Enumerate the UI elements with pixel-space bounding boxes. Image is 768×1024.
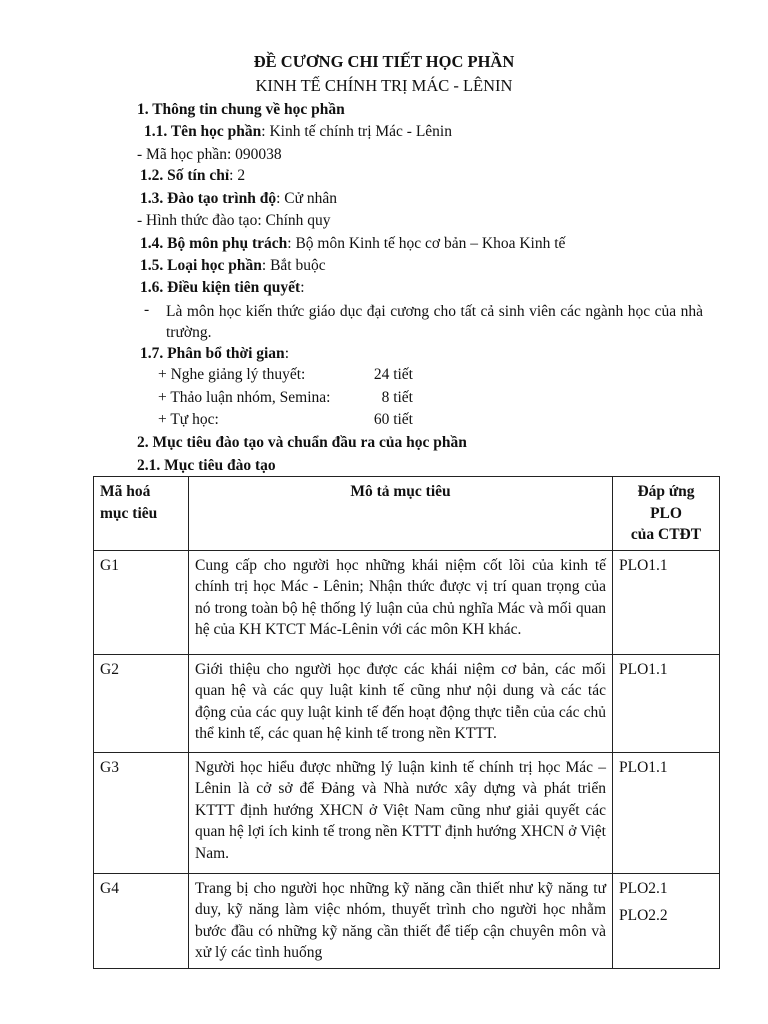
plo-column-header: Đáp ứng PLO của CTĐT [613,477,720,551]
time-item [0,389,413,411]
time-item [0,366,413,388]
objective-description: Người học hiểu được những lý luận kinh tế chính trị học Mác – Lênin là cở sở để Đảng và Nhà nước xây dựng và phát triển KTTT định hướng XHCN ở Việt Nam cũng như giải quyết các quan hệ lợi ích kinh tế trong nền KTTT định hướng XHCN ở Việt Nam. [189,752,613,873]
department-label: 1.4. Bộ môn phụ trách [140,235,288,252]
time-allocation-label: 1.7. Phân bổ thời gian [140,345,285,362]
prerequisite-line: 1.6. Điều kiện tiên quyết: [140,279,305,296]
objective-plo: PLO2.1 PLO2.2 [613,873,720,968]
prerequisite-text: Là môn học kiến thức giáo dục đại cương cho tất cả sinh viên các ngành học của nhà trường. [166,303,703,341]
section-2-1-heading: 2.1. Mục tiêu đào tạo [137,457,276,474]
time-item-label: + Tự học: [158,411,219,428]
course-code-line: - Mã học phần: 090038 [137,146,282,163]
objective-description: Giới thiệu cho người học được các khái niệm cơ bản, các mối quan hệ và các quy luật kinh tế cũng như nội dung và các tác động của các quy luật kinh tế đến hoạt động thực tiễn của các chủ thể kinh tế, các quan hệ kinh tế trong nền KTTT. [189,654,613,752]
course-type-value: : Bắt buộc [261,257,326,274]
table-row [94,550,720,654]
department-line [140,234,565,254]
course-name-line [144,122,452,142]
objective-code: G4 [94,873,189,968]
level-label: 1.3. Đào tạo trình độ [140,190,277,207]
objective-code: G3 [94,752,189,873]
objective-code: G1 [94,550,189,654]
course-title: KINH TẾ CHÍNH TRỊ MÁC - LÊNIN [255,76,513,95]
course-name-label: 1.1. Tên học phần [144,123,262,140]
department-value: : Bộ môn Kinh tế học cơ bản – Khoa Kinh tế [287,235,566,252]
document-title: ĐỀ CƯƠNG CHI TIẾT HỌC PHẦN [253,52,515,71]
objective-plo: PLO1.1 [613,654,720,752]
table-header-row [94,477,720,551]
credits-line [140,166,245,186]
time-allocation-line: 1.7. Phân bổ thời gian: [140,345,289,362]
time-item-label: + Nghe giảng lý thuyết: [158,366,306,383]
time-item-value: 24 tiết [373,366,413,383]
objective-plo: PLO1.1 [613,752,720,873]
training-form-line: - Hình thức đào tạo: Chính quy [137,212,331,229]
time-item-label: + Thảo luận nhóm, Semina: [158,389,331,406]
time-item-value: 8 tiết [381,389,413,406]
prerequisite-label: 1.6. Điều kiện tiên quyết [140,279,301,296]
credits-label: 1.2. Số tín chỉ [140,167,230,184]
objective-plo: PLO1.1 [613,550,720,654]
course-type-label: 1.5. Loại học phần [140,257,262,274]
prerequisite-bullet: - [144,301,150,318]
course-name-value: : Kinh tế chính trị Mác - Lênin [261,123,452,140]
objective-description: Trang bị cho người học những kỹ năng cần thiết như kỹ năng tư duy, kỹ năng làm việc nhóm, thuyết trình cho người học nhằm bước đầu có những kỹ năng cần thiết để tiếp cận chuyên môn và xử lý các tình huống [189,873,613,968]
section-2-heading: 2. Mục tiêu đào tạo và chuẩn đầu ra của học phần [137,434,467,451]
level-value: : Cử nhân [276,190,338,207]
table-row [94,873,720,968]
objective-description: Cung cấp cho người học những khái niệm cốt lõi của kinh tế chính trị học Mác - Lênin; Nhận thức được vị trí quan trọng của nó trong toàn bộ hệ thống lý luận của chủ nghĩa Mác và mối quan hệ của KH KTCT Mác-Lênin với các môn KH khác. [189,550,613,654]
objectives-table [93,476,720,969]
credits-value: : 2 [229,167,246,184]
table-row [94,654,720,752]
objective-code: G2 [94,654,189,752]
table-row [94,752,720,873]
code-column-header: Mã hoá mục tiêu [94,477,189,551]
time-item [0,411,413,433]
section-1-heading: 1. Thông tin chung về học phần [137,101,345,118]
course-type-line [140,256,326,276]
description-column-header: Mô tả mục tiêu [189,477,613,551]
time-item-value: 60 tiết [373,411,413,428]
level-line [140,189,337,209]
